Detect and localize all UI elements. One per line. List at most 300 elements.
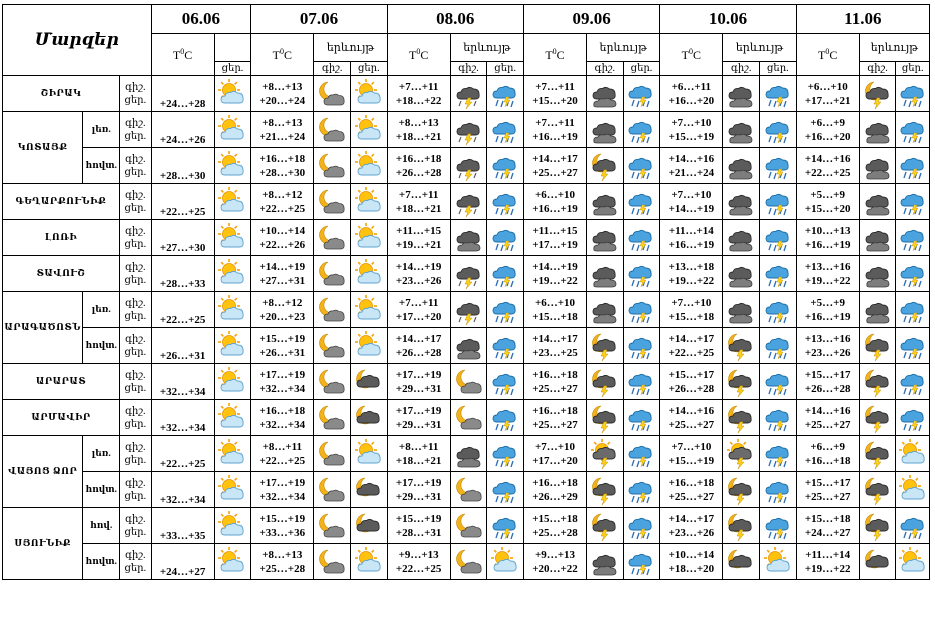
day-temperature: +24…+28 bbox=[159, 98, 206, 110]
dark-cloud-icon bbox=[863, 115, 893, 145]
day-temperature: +25…+27 bbox=[532, 166, 578, 179]
moon-thunderstorm-icon bbox=[726, 511, 756, 541]
weather-header: երևույթ bbox=[450, 34, 523, 62]
day-weather-icon-cell bbox=[487, 472, 524, 508]
temp-unit: C bbox=[184, 47, 193, 62]
rain-cloud-icon bbox=[763, 259, 793, 289]
region-row bbox=[3, 544, 930, 580]
sun-cloud-icon bbox=[898, 547, 928, 577]
night-weather-icon-cell bbox=[859, 112, 896, 148]
day-temperature: +28…+31 bbox=[395, 526, 442, 539]
date-header: 08.06 bbox=[387, 5, 523, 34]
night-temperature: +11…+14 bbox=[805, 548, 851, 561]
day-temperature: +32…+34 bbox=[259, 418, 306, 431]
night-temperature: +14…+17 bbox=[532, 332, 578, 345]
region-name: ՍՅՈՒՆԻՔ bbox=[3, 508, 83, 580]
night-weather-icon-cell bbox=[314, 472, 351, 508]
day-weather-icon-cell bbox=[623, 220, 660, 256]
moon-thunderstorm-icon bbox=[590, 367, 620, 397]
region-part: հովտ. bbox=[83, 472, 120, 508]
dark-cloud-icon bbox=[863, 295, 893, 325]
night-weather-icon-cell bbox=[587, 436, 624, 472]
day-temperature: +26…+31 bbox=[259, 346, 306, 359]
time-of-day-label bbox=[120, 112, 152, 148]
temperature-cell bbox=[660, 364, 723, 400]
night-weather-icon-cell bbox=[587, 112, 624, 148]
day-weather-icon-cell bbox=[487, 508, 524, 544]
temperature-header bbox=[796, 34, 859, 76]
temperature-cell bbox=[796, 76, 859, 112]
rain-cloud-icon bbox=[490, 187, 520, 217]
day-temperature: +23…+26 bbox=[668, 526, 715, 539]
time-of-day-label bbox=[120, 220, 152, 256]
temperature-cell bbox=[151, 508, 214, 544]
rain-cloud-icon bbox=[626, 403, 656, 433]
moon-cloud-icon bbox=[317, 403, 347, 433]
night-label: գիշ. bbox=[125, 117, 146, 129]
night-label: գիշ. bbox=[125, 225, 146, 237]
night-weather-icon-cell bbox=[723, 364, 760, 400]
night-temperature: +7…+10 bbox=[671, 116, 712, 129]
rain-cloud-icon bbox=[763, 331, 793, 361]
rain-cloud-icon bbox=[626, 511, 656, 541]
night-temperature: +13…+16 bbox=[804, 260, 851, 273]
night-temperature: +15…+18 bbox=[532, 512, 578, 525]
day-temperature: +17…+19 bbox=[532, 238, 578, 251]
day-temperature: +20…+24 bbox=[259, 94, 306, 107]
night-temperature: +7…+10 bbox=[671, 440, 712, 453]
moon-thunderstorm-icon bbox=[726, 331, 756, 361]
night-weather-icon-cell bbox=[723, 328, 760, 364]
night-weather-icon-cell bbox=[450, 76, 487, 112]
day-temperature: +32…+34 bbox=[159, 422, 206, 434]
time-of-day-label bbox=[120, 292, 152, 328]
day-temperature: +32…+34 bbox=[259, 490, 306, 503]
rain-cloud-icon bbox=[763, 475, 793, 505]
night-weather-icon-cell bbox=[314, 328, 351, 364]
day-weather-icon-cell bbox=[896, 328, 930, 364]
night-temperature: +6…+11 bbox=[671, 80, 712, 93]
night-temperature: +16…+18 bbox=[395, 152, 442, 165]
day-label: ցեր. bbox=[124, 166, 147, 178]
date-header: 10.06 bbox=[660, 5, 796, 34]
temperature-cell bbox=[387, 364, 450, 400]
sun-cloud-icon bbox=[898, 475, 928, 505]
temperature-cell bbox=[660, 112, 723, 148]
day-weather-icon-cell bbox=[623, 184, 660, 220]
moon-cloud-icon bbox=[454, 367, 484, 397]
night-temperature: +14…+19 bbox=[259, 260, 306, 273]
night-temperature: +7…+11 bbox=[398, 188, 439, 201]
temperature-cell bbox=[796, 400, 859, 436]
day-weather-icon-cell bbox=[896, 364, 930, 400]
time-of-day-label bbox=[120, 472, 152, 508]
rain-cloud-icon bbox=[898, 511, 928, 541]
night-temperature: +7…+10 bbox=[534, 440, 576, 453]
sun-cloud-icon bbox=[217, 151, 247, 181]
day-weather-icon-cell bbox=[760, 328, 797, 364]
moon-cloud-icon bbox=[317, 295, 347, 325]
night-label: գիշ. bbox=[125, 297, 146, 309]
temperature-cell bbox=[796, 328, 859, 364]
sun-cloud-icon bbox=[217, 187, 247, 217]
region-name: ՏԱՎՈՒՇ bbox=[3, 256, 120, 292]
moon-dark-cloud-icon bbox=[726, 547, 756, 577]
night-temperature: +14…+16 bbox=[668, 152, 715, 165]
night-weather-icon-cell bbox=[314, 184, 351, 220]
day-temperature: +16…+20 bbox=[804, 130, 851, 143]
day-temperature: +23…+26 bbox=[804, 346, 851, 359]
day-weather-icon-cell bbox=[896, 292, 930, 328]
day-weather-icon-cell bbox=[896, 184, 930, 220]
night-temperature: +10…+14 bbox=[259, 224, 306, 237]
region-row bbox=[3, 220, 930, 256]
temperature-cell bbox=[660, 400, 723, 436]
temp-unit: C bbox=[283, 47, 292, 62]
sun-cloud-icon bbox=[354, 331, 384, 361]
night-weather-icon-cell bbox=[314, 292, 351, 328]
dark-cloud-icon bbox=[863, 223, 893, 253]
night-weather-icon-cell bbox=[314, 112, 351, 148]
dark-cloud-icon bbox=[726, 151, 756, 181]
temperature-cell bbox=[387, 508, 450, 544]
moon-thunderstorm-icon bbox=[863, 79, 893, 109]
temperature-cell bbox=[796, 112, 859, 148]
day-temperature: +29…+31 bbox=[395, 382, 442, 395]
moon-thunderstorm-icon bbox=[590, 331, 620, 361]
dark-cloud-icon bbox=[590, 547, 620, 577]
day-weather-icon-cell bbox=[623, 76, 660, 112]
time-of-day-label bbox=[120, 328, 152, 364]
rain-cloud-icon bbox=[898, 367, 928, 397]
temperature-cell bbox=[523, 220, 586, 256]
day-temperature: +33…+36 bbox=[259, 526, 306, 539]
rain-cloud-icon bbox=[626, 223, 656, 253]
day-temperature: +22…+25 bbox=[159, 314, 206, 326]
day-temperature: +32…+34 bbox=[259, 382, 306, 395]
day-weather-icon-cell bbox=[623, 328, 660, 364]
night-temperature: +16…+18 bbox=[259, 404, 306, 417]
temperature-cell bbox=[660, 256, 723, 292]
rain-cloud-icon bbox=[898, 187, 928, 217]
night-weather-icon-cell bbox=[587, 328, 624, 364]
date-header: 06.06 bbox=[151, 5, 251, 34]
sun-cloud-icon bbox=[217, 223, 247, 253]
day-label: ցեր. bbox=[124, 382, 147, 394]
dark-cloud-icon bbox=[726, 115, 756, 145]
night-temperature: +14…+16 bbox=[804, 152, 851, 165]
night-subheader: գիշ. bbox=[314, 62, 351, 76]
day-temperature: +26…+28 bbox=[804, 382, 851, 395]
region-part: լեռ. bbox=[83, 112, 120, 148]
night-subheader: գիշ. bbox=[859, 62, 896, 76]
night-temperature: +5…+9 bbox=[810, 296, 845, 309]
night-weather-icon-cell bbox=[450, 328, 487, 364]
night-temperature: +16…+18 bbox=[532, 476, 578, 489]
temperature-cell bbox=[151, 220, 214, 256]
day-weather-icon-cell bbox=[487, 184, 524, 220]
rain-cloud-icon bbox=[763, 79, 793, 109]
temperature-cell bbox=[523, 472, 586, 508]
rain-cloud-icon bbox=[763, 403, 793, 433]
night-temperature: +17…+19 bbox=[395, 404, 442, 417]
temp-unit: C bbox=[693, 47, 702, 62]
night-label: գիշ. bbox=[125, 549, 146, 561]
rain-cloud-icon bbox=[490, 259, 520, 289]
region-part: հովտ. bbox=[83, 148, 120, 184]
night-temperature: +16…+18 bbox=[532, 404, 578, 417]
day-temperature: +26…+28 bbox=[395, 346, 442, 359]
region-part: հով. bbox=[83, 508, 120, 544]
day-weather-icon-cell bbox=[896, 400, 930, 436]
day-subheader: ցեր. bbox=[623, 62, 660, 76]
night-temperature: +8…+13 bbox=[262, 116, 303, 129]
night-label: գիշ. bbox=[125, 333, 146, 345]
day-temperature: +15…+19 bbox=[668, 130, 715, 143]
rain-cloud-icon bbox=[898, 295, 928, 325]
day-temperature: +18…+22 bbox=[395, 94, 442, 107]
day-label: ցեր. bbox=[124, 130, 147, 142]
day-weather-icon-cell bbox=[350, 436, 387, 472]
weather-icon-cell bbox=[214, 292, 251, 328]
rain-cloud-icon bbox=[490, 79, 520, 109]
day-weather-icon-cell bbox=[896, 472, 930, 508]
day-temperature: +16…+19 bbox=[532, 130, 578, 143]
night-weather-icon-cell bbox=[859, 292, 896, 328]
moon-dark-cloud-icon bbox=[354, 367, 384, 397]
day-temperature: +28…+33 bbox=[159, 278, 206, 290]
temperature-cell bbox=[151, 328, 214, 364]
temperature-cell bbox=[660, 328, 723, 364]
time-of-day-label bbox=[120, 436, 152, 472]
weather-forecast-table bbox=[2, 4, 930, 580]
day-temperature: +26…+31 bbox=[159, 350, 206, 362]
night-temperature: +5…+9 bbox=[810, 188, 845, 201]
region-row bbox=[3, 400, 930, 436]
day-temperature: +16…+20 bbox=[668, 94, 715, 107]
temperature-cell bbox=[151, 400, 214, 436]
region-name: ԱՐԱՐԱՏ bbox=[3, 364, 120, 400]
dark-cloud-icon bbox=[590, 259, 620, 289]
region-name: ԱՐՄԱՎԻՐ bbox=[3, 400, 120, 436]
temperature-cell bbox=[151, 148, 214, 184]
night-weather-icon-cell bbox=[723, 400, 760, 436]
day-weather-icon-cell bbox=[350, 508, 387, 544]
night-label: գիշ. bbox=[125, 441, 146, 453]
dark-cloud-icon bbox=[863, 151, 893, 181]
day-weather-icon-cell bbox=[350, 76, 387, 112]
temperature-cell bbox=[796, 256, 859, 292]
day-temperature: +23…+26 bbox=[395, 274, 442, 287]
temperature-cell bbox=[387, 256, 450, 292]
rain-cloud-icon bbox=[898, 223, 928, 253]
day-weather-icon-cell bbox=[623, 112, 660, 148]
day-label: ցեր. bbox=[124, 310, 147, 322]
day-weather-icon-cell bbox=[350, 256, 387, 292]
temp-symbol: T bbox=[172, 47, 181, 62]
rain-cloud-icon bbox=[763, 187, 793, 217]
temperature-cell bbox=[151, 256, 214, 292]
night-weather-icon-cell bbox=[859, 328, 896, 364]
day-weather-icon-cell bbox=[760, 148, 797, 184]
rain-cloud-icon bbox=[898, 79, 928, 109]
rain-cloud-icon bbox=[626, 367, 656, 397]
day-temperature: +17…+20 bbox=[395, 310, 442, 323]
night-weather-icon-cell bbox=[723, 112, 760, 148]
temperature-cell bbox=[660, 508, 723, 544]
night-weather-icon-cell bbox=[723, 148, 760, 184]
day-weather-icon-cell bbox=[896, 220, 930, 256]
night-temperature: +9…+13 bbox=[534, 548, 576, 561]
night-temperature: +8…+13 bbox=[262, 548, 303, 561]
night-temperature: +15…+17 bbox=[668, 368, 715, 381]
night-temperature: +11…+14 bbox=[668, 224, 714, 237]
day-weather-icon-cell bbox=[350, 544, 387, 580]
day-temperature: +20…+22 bbox=[532, 562, 578, 575]
sun-cloud-icon bbox=[354, 295, 384, 325]
night-temperature: +16…+18 bbox=[259, 152, 306, 165]
day-temperature: +21…+24 bbox=[259, 130, 306, 143]
day-temperature: +22…+25 bbox=[804, 166, 851, 179]
sun-thunderstorm-icon bbox=[726, 439, 756, 469]
moon-thunderstorm-icon bbox=[726, 475, 756, 505]
weather-icon-cell bbox=[214, 184, 251, 220]
day-temperature: +25…+28 bbox=[532, 526, 578, 539]
night-temperature: +13…+18 bbox=[668, 260, 715, 273]
night-weather-icon-cell bbox=[723, 436, 760, 472]
night-temperature: +9…+13 bbox=[398, 548, 439, 561]
day-temperature: +22…+25 bbox=[159, 206, 206, 218]
day-temperature: +26…+28 bbox=[668, 382, 715, 395]
time-of-day-label bbox=[120, 400, 152, 436]
night-weather-icon-cell bbox=[723, 220, 760, 256]
moon-cloud-icon bbox=[317, 475, 347, 505]
moon-dark-cloud-icon bbox=[354, 403, 384, 433]
temperature-cell bbox=[251, 256, 314, 292]
time-of-day-label bbox=[120, 544, 152, 580]
day-temperature: +20…+23 bbox=[259, 310, 306, 323]
temperature-cell bbox=[151, 292, 214, 328]
moon-cloud-icon bbox=[317, 79, 347, 109]
day-subheader: ցեր. bbox=[896, 62, 930, 76]
weather-header: երևույթ bbox=[314, 34, 387, 62]
region-part: հովտ. bbox=[83, 544, 120, 580]
day-temperature: +26…+29 bbox=[532, 490, 578, 503]
day-weather-icon-cell bbox=[350, 472, 387, 508]
dark-cloud-icon bbox=[726, 187, 756, 217]
night-weather-icon-cell bbox=[314, 508, 351, 544]
night-weather-icon-cell bbox=[450, 220, 487, 256]
temp-symbol: T bbox=[545, 47, 553, 62]
night-label: գիշ. bbox=[125, 513, 146, 525]
temperature-cell bbox=[251, 148, 314, 184]
temperature-cell bbox=[523, 544, 586, 580]
rain-cloud-icon bbox=[626, 79, 656, 109]
temperature-cell bbox=[523, 400, 586, 436]
region-part: լեռ. bbox=[83, 292, 120, 328]
rain-cloud-icon bbox=[490, 439, 520, 469]
day-subheader: ցեր. bbox=[487, 62, 524, 76]
night-weather-icon-cell bbox=[859, 472, 896, 508]
day-weather-icon-cell bbox=[350, 148, 387, 184]
temperature-cell bbox=[387, 76, 450, 112]
day-temperature: +18…+21 bbox=[395, 130, 442, 143]
rain-cloud-icon bbox=[626, 547, 656, 577]
temperature-cell bbox=[251, 112, 314, 148]
night-label: գիշ. bbox=[125, 477, 146, 489]
night-weather-icon-cell bbox=[450, 292, 487, 328]
dark-cloud-icon bbox=[726, 223, 756, 253]
region-row bbox=[3, 364, 930, 400]
night-weather-icon-cell bbox=[723, 508, 760, 544]
night-label: գիշ. bbox=[125, 405, 146, 417]
degree-mark: 0 bbox=[279, 46, 284, 56]
day-weather-icon-cell bbox=[487, 328, 524, 364]
day-weather-icon-cell bbox=[623, 400, 660, 436]
region-row bbox=[3, 256, 930, 292]
day-temperature: +15…+19 bbox=[668, 454, 715, 467]
moon-cloud-icon bbox=[317, 223, 347, 253]
day-weather-icon-cell bbox=[487, 544, 524, 580]
day-temperature: +24…+27 bbox=[159, 566, 206, 578]
temp-unit: C bbox=[829, 47, 838, 62]
weather-header: երևույթ bbox=[587, 34, 660, 62]
temperature-cell bbox=[523, 256, 586, 292]
day-label: ցեր. bbox=[124, 418, 147, 430]
day-temperature: +21…+24 bbox=[668, 166, 715, 179]
night-label: գիշ. bbox=[125, 369, 146, 381]
moon-cloud-icon bbox=[454, 403, 484, 433]
temperature-cell bbox=[796, 364, 859, 400]
night-weather-icon-cell bbox=[587, 76, 624, 112]
rain-cloud-icon bbox=[626, 187, 656, 217]
day-temperature: +24…+26 bbox=[159, 134, 206, 146]
region-part: հովտ. bbox=[83, 328, 120, 364]
moon-cloud-icon bbox=[454, 475, 484, 505]
region-row bbox=[3, 76, 930, 112]
temperature-cell bbox=[387, 220, 450, 256]
sun-cloud-icon bbox=[217, 259, 247, 289]
day-temperature: +25…+27 bbox=[668, 490, 715, 503]
day-weather-icon-cell bbox=[487, 256, 524, 292]
day-temperature: +25…+27 bbox=[804, 418, 851, 431]
temperature-cell bbox=[151, 76, 214, 112]
moon-cloud-icon bbox=[454, 547, 484, 577]
weather-icon-cell bbox=[214, 436, 251, 472]
degree-mark: 0 bbox=[552, 46, 557, 56]
night-weather-icon-cell bbox=[314, 436, 351, 472]
day-label: ցեր. bbox=[124, 94, 147, 106]
rain-cloud-icon bbox=[490, 403, 520, 433]
region-row bbox=[3, 184, 930, 220]
night-weather-icon-cell bbox=[450, 544, 487, 580]
temperature-cell bbox=[660, 436, 723, 472]
rain-cloud-icon bbox=[626, 331, 656, 361]
temp-unit: C bbox=[420, 47, 429, 62]
temperature-cell bbox=[251, 508, 314, 544]
time-of-day-label bbox=[120, 76, 152, 112]
rain-cloud-icon bbox=[626, 259, 656, 289]
night-temperature: +7…+10 bbox=[671, 296, 712, 309]
rain-cloud-icon bbox=[490, 151, 520, 181]
temperature-cell bbox=[151, 436, 214, 472]
night-weather-icon-cell bbox=[587, 364, 624, 400]
day-weather-icon-cell bbox=[760, 220, 797, 256]
region-name: ԿՈՏԱՅՔ bbox=[3, 112, 83, 184]
night-weather-icon-cell bbox=[450, 508, 487, 544]
weather-icon-cell bbox=[214, 112, 251, 148]
dark-cloud-icon bbox=[726, 295, 756, 325]
